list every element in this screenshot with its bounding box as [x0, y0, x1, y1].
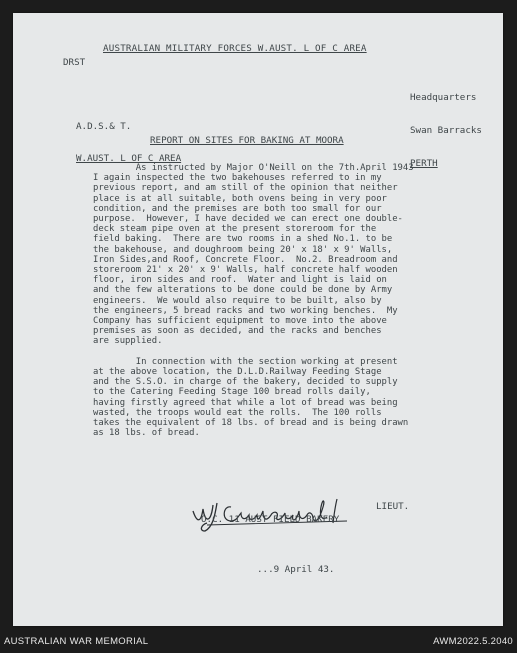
body-line: to the Catering Feeding Stage 100 bread rolls daily, [93, 387, 371, 398]
body-line: the bakehouse, and doughroom being 20' x 18' x 9' Walls, [93, 244, 393, 255]
body-line: having firstly agreed that while a lot of bread was being [93, 397, 398, 408]
body-line: are supplied. [93, 336, 163, 347]
body-line: purpose. However, I have decided we can erect one double- [93, 214, 403, 225]
body-line: storeroom 21' x 20' x 9' Walls, half concrete half wooden [93, 265, 398, 276]
reference-code: DRST [63, 57, 86, 68]
footer-accession-number: AWM2022.5.2040 [433, 636, 513, 647]
document-date: ...9 April 43. [257, 564, 335, 575]
body-line: as 18 lbs. of bread. [93, 428, 200, 439]
report-body [93, 163, 498, 438]
hq-line: PERTH [410, 158, 438, 169]
footer-collection: AUSTRALIAN WAR MEMORIAL [4, 636, 149, 647]
body-line: As instructed by Major O'Neill on the 7th.April 1943 [93, 163, 414, 173]
body-line: previous report, and am still of the opinion that neither [93, 183, 398, 194]
hq-line: Swan Barracks [410, 125, 482, 136]
body-line: takes the equivalent of 18 lbs. of bread and is being drawn [93, 418, 409, 429]
body-line: wasted, the troops would eat the rolls. The 100 rolls [93, 407, 382, 418]
body-line: I again inspected the two bakehouses referred to in my [93, 173, 382, 184]
body-line: place is at all suitable, both ovens being in very poor [93, 193, 387, 204]
signature-unit: O.C. 11 AUST FIELD BAKERY [201, 514, 340, 525]
body-line: Iron Sides,and Roof, Concrete Floor. No.2. Breadroom and [93, 254, 398, 265]
addressee-line: A.D.S.& T. [76, 121, 132, 132]
body-line: and the few alterations to be done could be done by Army [93, 285, 393, 296]
report-title: REPORT ON SITES FOR BAKING AT MOORA [150, 135, 344, 146]
body-line: at the above location, the D.L.D.Railway Feeding Stage [93, 367, 382, 378]
body-line: condition, and the premises are both too small for our [93, 203, 382, 214]
body-line: In connection with the section working at present [93, 356, 398, 367]
signature-rank: LIEUT. [376, 501, 410, 512]
body-line: field baking. There are two rooms in a shed No.1. to be [93, 234, 393, 245]
letterhead: AUSTRALIAN MILITARY FORCES W.AUST. L OF C AREA [103, 43, 367, 54]
body-line [93, 347, 498, 357]
body-line: engineers. We would also require to be built, also by [93, 295, 382, 306]
hq-line: Headquarters [410, 92, 477, 103]
body-line: the engineers, 5 bread racks and two working benches. My [93, 305, 398, 316]
addressee-line: W.AUST. L OF C AREA [76, 152, 182, 164]
body-line: premises as soon as decided, and the racks and benches [93, 326, 382, 337]
document-page [13, 13, 503, 626]
handwritten-signature [187, 493, 352, 533]
body-line: Company has sufficient equipment to move into the above [93, 316, 387, 327]
body-line: floor, iron sides and roof. Water and light is laid on [93, 275, 387, 286]
body-line: and the S.S.O. in charge of the bakery, decided to supply [93, 377, 398, 388]
body-line: deck steam pipe oven at the present storeroom for the [93, 224, 377, 235]
